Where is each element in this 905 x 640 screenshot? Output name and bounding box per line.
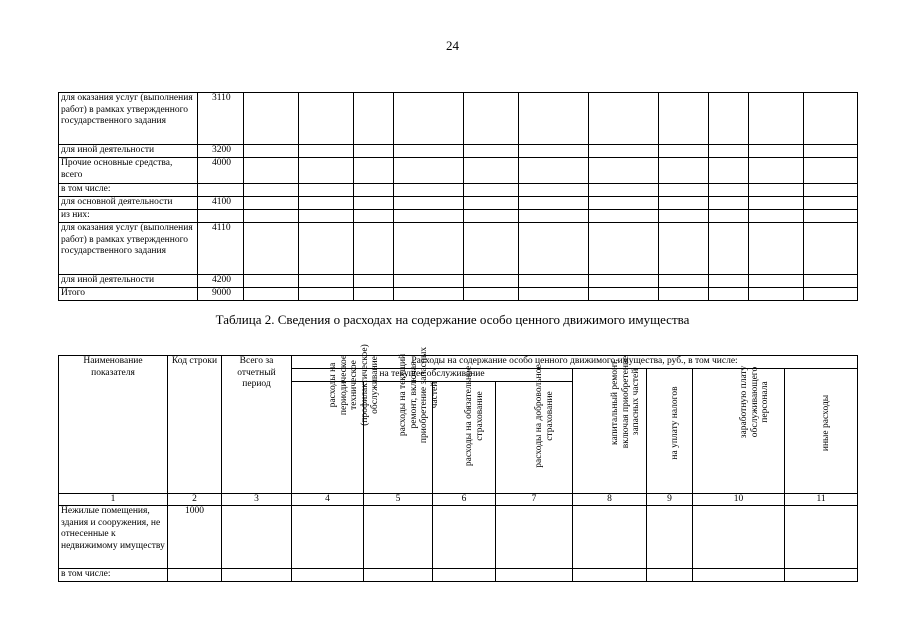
empty-cell — [709, 210, 749, 223]
empty-cell — [804, 275, 858, 288]
empty-cell — [464, 145, 519, 158]
table-row — [59, 93, 858, 145]
empty-cell — [299, 275, 354, 288]
empty-cell — [573, 506, 647, 569]
column-numbers-row — [59, 494, 858, 506]
empty-cell — [364, 569, 433, 582]
empty-cell — [693, 506, 785, 569]
empty-cell — [589, 223, 659, 275]
empty-cell — [394, 158, 464, 184]
empty-cell — [647, 506, 693, 569]
empty-cell — [464, 93, 519, 145]
empty-cell — [693, 569, 785, 582]
empty-cell — [785, 506, 858, 569]
empty-cell — [394, 210, 464, 223]
header-total: Всего за отчетный период — [222, 356, 292, 494]
empty-cell — [244, 210, 299, 223]
table-row — [59, 288, 858, 301]
row-code: 3200 — [198, 145, 244, 158]
table-row — [59, 506, 858, 569]
column-number: 2 — [168, 494, 222, 506]
column-number: 3 — [222, 494, 292, 506]
empty-cell — [354, 288, 394, 301]
empty-cell — [244, 223, 299, 275]
empty-cell — [709, 184, 749, 197]
table-2 — [58, 343, 858, 582]
page-number: 24 — [446, 38, 459, 53]
row-code: 4110 — [198, 223, 244, 275]
empty-cell — [299, 223, 354, 275]
empty-cell — [573, 569, 647, 582]
empty-cell — [804, 93, 858, 145]
table-2-title: Таблица 2. Сведения о расходах на содержание особо ценного движимого имущества — [215, 312, 690, 327]
empty-cell — [709, 275, 749, 288]
empty-cell — [804, 288, 858, 301]
empty-cell — [433, 569, 496, 582]
empty-cell — [589, 184, 659, 197]
table-row — [59, 569, 858, 582]
empty-cell — [749, 275, 804, 288]
row-code: 4000 — [198, 158, 244, 184]
empty-cell — [659, 197, 709, 210]
empty-cell — [709, 145, 749, 158]
header-expenses: Расходы на содержание особо ценного движимого имущества, руб., в том числе: — [292, 356, 858, 369]
empty-cell — [354, 93, 394, 145]
empty-cell — [709, 93, 749, 145]
header-code: Код строки — [168, 356, 222, 494]
row-code: 3110 — [198, 93, 244, 145]
empty-cell — [749, 184, 804, 197]
empty-cell — [394, 145, 464, 158]
empty-cell — [659, 210, 709, 223]
table-1-continuation — [58, 92, 858, 301]
empty-cell — [749, 223, 804, 275]
header-current-maintenance: на текущее обслуживание — [292, 369, 573, 382]
empty-cell — [244, 197, 299, 210]
empty-cell — [709, 197, 749, 210]
column-number: 9 — [647, 494, 693, 506]
empty-cell — [244, 93, 299, 145]
empty-cell — [785, 569, 858, 582]
empty-cell — [354, 184, 394, 197]
empty-cell — [394, 93, 464, 145]
empty-cell — [299, 158, 354, 184]
row-code: 4200 — [198, 275, 244, 288]
empty-cell — [659, 275, 709, 288]
empty-cell — [464, 288, 519, 301]
empty-cell — [394, 197, 464, 210]
header-col10: заработную плату обслуживающего персонала — [693, 369, 785, 494]
table-row — [59, 184, 858, 197]
empty-cell — [394, 288, 464, 301]
empty-cell — [589, 197, 659, 210]
empty-cell — [354, 275, 394, 288]
empty-cell — [299, 197, 354, 210]
row-code: 9000 — [198, 288, 244, 301]
empty-cell — [299, 93, 354, 145]
row-label: для основной деятельности — [59, 197, 198, 210]
row-label: в том числе: — [59, 184, 198, 197]
empty-cell — [519, 288, 589, 301]
empty-cell — [709, 158, 749, 184]
empty-cell — [804, 197, 858, 210]
empty-cell — [244, 288, 299, 301]
empty-cell — [804, 184, 858, 197]
empty-cell — [647, 569, 693, 582]
empty-cell — [519, 223, 589, 275]
empty-cell — [222, 569, 292, 582]
empty-cell — [519, 158, 589, 184]
header-col8: капитальный ремонт, включая приобретение запасных частей — [573, 369, 647, 494]
empty-cell — [464, 210, 519, 223]
column-number: 5 — [364, 494, 433, 506]
row-label: Прочие основные средства, всего — [59, 158, 198, 184]
empty-cell — [519, 197, 589, 210]
empty-cell — [464, 158, 519, 184]
empty-cell — [749, 197, 804, 210]
empty-cell — [299, 210, 354, 223]
empty-cell — [659, 93, 709, 145]
empty-cell — [394, 275, 464, 288]
empty-cell — [394, 184, 464, 197]
empty-cell — [519, 93, 589, 145]
empty-cell — [804, 223, 858, 275]
empty-cell — [364, 506, 433, 569]
header-col9: на уплату налогов — [647, 369, 693, 494]
row-code: 1000 — [168, 506, 222, 569]
empty-cell — [222, 506, 292, 569]
empty-cell — [292, 569, 364, 582]
empty-cell — [394, 223, 464, 275]
table-row — [59, 210, 858, 223]
column-number: 8 — [573, 494, 647, 506]
empty-cell — [709, 223, 749, 275]
row-label: для оказания услуг (выполнения работ) в рамках утвержденного государственного задания — [59, 93, 198, 145]
empty-cell — [659, 223, 709, 275]
empty-cell — [804, 145, 858, 158]
column-number: 1 — [59, 494, 168, 506]
empty-cell — [519, 184, 589, 197]
table-row — [59, 275, 858, 288]
empty-cell — [659, 288, 709, 301]
row-code: 4100 — [198, 197, 244, 210]
empty-cell — [244, 158, 299, 184]
empty-cell — [244, 275, 299, 288]
empty-cell — [749, 93, 804, 145]
empty-cell — [244, 184, 299, 197]
empty-cell — [589, 145, 659, 158]
empty-cell — [749, 288, 804, 301]
empty-cell — [659, 158, 709, 184]
empty-cell — [464, 197, 519, 210]
row-label: для иной деятельности — [59, 145, 198, 158]
empty-cell — [804, 210, 858, 223]
empty-cell — [589, 93, 659, 145]
empty-cell — [589, 210, 659, 223]
column-number: 4 — [292, 494, 364, 506]
empty-cell — [589, 158, 659, 184]
column-number: 10 — [693, 494, 785, 506]
empty-cell — [519, 275, 589, 288]
empty-cell — [659, 184, 709, 197]
empty-cell — [496, 506, 573, 569]
empty-cell — [659, 145, 709, 158]
table-row — [59, 145, 858, 158]
row-label: из них: — [59, 210, 198, 223]
empty-cell — [519, 210, 589, 223]
empty-cell — [354, 197, 394, 210]
empty-cell — [749, 158, 804, 184]
empty-cell — [519, 145, 589, 158]
header-col7: расходы на добровольное страхование — [496, 382, 573, 494]
empty-cell — [804, 158, 858, 184]
empty-cell — [433, 506, 496, 569]
empty-cell — [354, 145, 394, 158]
empty-cell — [299, 288, 354, 301]
column-number: 6 — [433, 494, 496, 506]
table-row — [59, 197, 858, 210]
row-code — [198, 210, 244, 223]
empty-cell — [292, 506, 364, 569]
empty-cell — [749, 145, 804, 158]
header-name: Наименование показателя — [59, 356, 168, 494]
header-col4: расходы на периодическое техническое (профилактическое) обслуживание — [292, 382, 364, 494]
header-col6: расходы на обязательное страхование — [433, 382, 496, 494]
empty-cell — [464, 223, 519, 275]
column-number: 11 — [785, 494, 858, 506]
empty-cell — [354, 223, 394, 275]
empty-cell — [709, 288, 749, 301]
header-col11: иные расходы — [785, 369, 858, 494]
empty-cell — [299, 184, 354, 197]
row-code — [198, 184, 244, 197]
table-row — [59, 223, 858, 275]
row-label: в том числе: — [59, 569, 168, 582]
table-row — [59, 158, 858, 184]
empty-cell — [464, 275, 519, 288]
row-label: Итого — [59, 288, 198, 301]
column-number: 7 — [496, 494, 573, 506]
empty-cell — [589, 275, 659, 288]
empty-cell — [749, 210, 804, 223]
empty-cell — [244, 145, 299, 158]
header-col5: расходы на текущий ремонт, включая приобретение запасных частей — [364, 382, 433, 494]
empty-cell — [464, 184, 519, 197]
empty-cell — [299, 145, 354, 158]
empty-cell — [496, 569, 573, 582]
empty-cell — [589, 288, 659, 301]
row-code — [168, 569, 222, 582]
row-label: для иной деятельности — [59, 275, 198, 288]
row-label: для оказания услуг (выполнения работ) в рамках утвержденного государственного задания — [59, 223, 198, 275]
row-label: Нежилые помещения, здания и сооружения, не отнесенные к недвижимому имуществу — [59, 506, 168, 569]
empty-cell — [354, 158, 394, 184]
empty-cell — [354, 210, 394, 223]
